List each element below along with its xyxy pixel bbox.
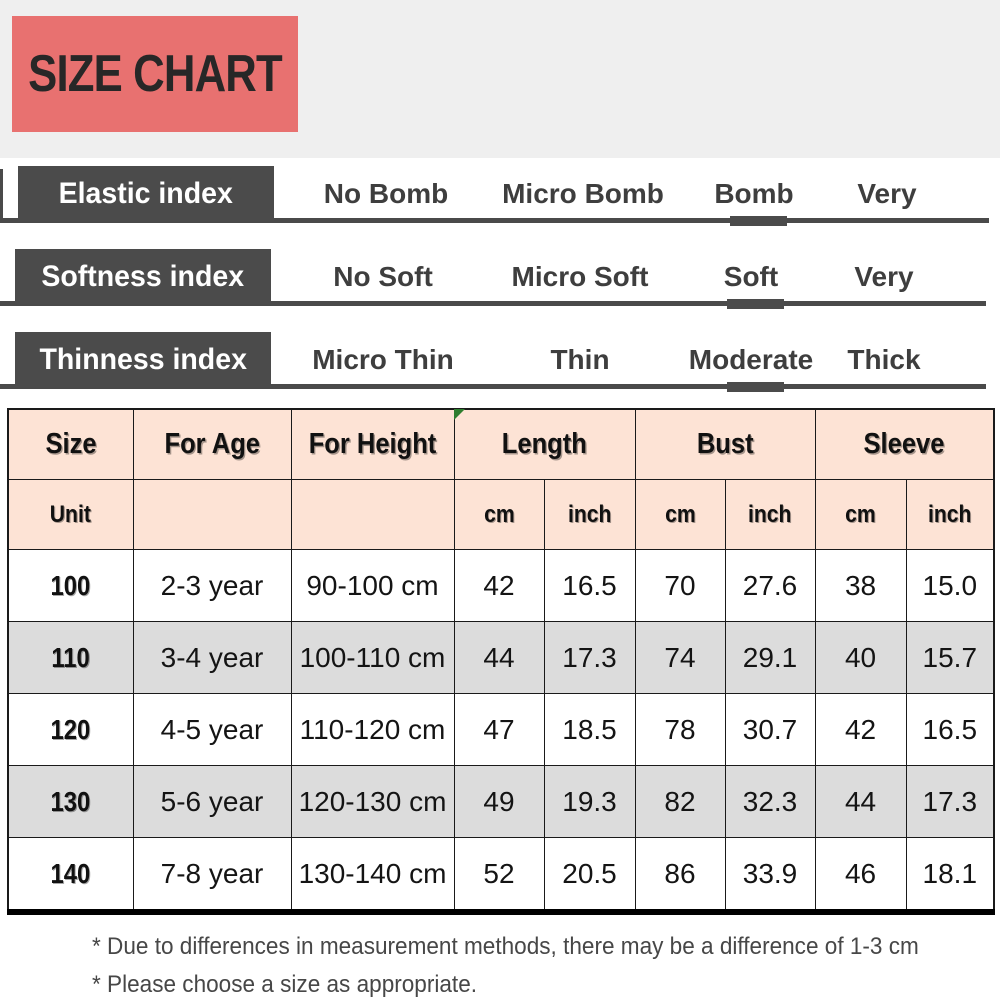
- cell-size: 140: [8, 838, 133, 913]
- thinness-option-moderate: Moderate: [688, 343, 814, 375]
- size-chart-title-box: [12, 16, 298, 132]
- thinness-selected-level-indicator: [727, 382, 784, 392]
- softness-option-micro-soft: Micro Soft: [511, 260, 649, 292]
- cell-length-cm: 52: [454, 838, 544, 913]
- cell-age: 7-8 year: [133, 838, 291, 913]
- col-header-for-age: For Age: [133, 409, 291, 480]
- page-title: SIZE CHART: [28, 45, 282, 103]
- thinness-index-label-box: [15, 332, 271, 387]
- cell-length-inch: 18.5: [544, 694, 635, 766]
- cell-length-inch: 19.3: [544, 766, 635, 838]
- col-header-sleeve: Sleeve: [815, 409, 994, 480]
- softness-selected-level-indicator: [727, 299, 784, 309]
- elastic-option-bomb: Bomb: [714, 177, 794, 209]
- cell-bust-inch: 30.7: [725, 694, 815, 766]
- table-row-size-110: [8, 622, 994, 694]
- thinness-index-label: Thinness index: [39, 342, 247, 376]
- cell-age: 2-3 year: [133, 550, 291, 622]
- thinness-index-options: [280, 335, 980, 384]
- unit-sleeve-cm: cm: [815, 480, 906, 550]
- cell-size: 100: [8, 550, 133, 622]
- col-header-length: Length: [454, 409, 635, 480]
- elastic-option-no-bomb: No Bomb: [323, 177, 449, 209]
- elastic-index-row: [0, 169, 989, 223]
- cell-sleeve-cm: 38: [815, 550, 906, 622]
- col-header-bust: Bust: [635, 409, 815, 480]
- cell-sleeve-inch: 15.0: [906, 550, 994, 622]
- softness-index-label-box: [15, 249, 271, 304]
- softness-index-options: [280, 252, 980, 301]
- cell-age: 3-4 year: [133, 622, 291, 694]
- cell-size: 130: [8, 766, 133, 838]
- measurement-difference-note: * Due to differences in measurement methods, there may be a difference of 1-3 cm: [92, 933, 919, 960]
- cell-bust-inch: 27.6: [725, 550, 815, 622]
- table-row-size-140: [8, 838, 994, 913]
- cell-length-cm: 42: [454, 550, 544, 622]
- thinness-option-thick: Thick: [847, 343, 921, 375]
- cell-height: 120-130 cm: [291, 766, 454, 838]
- unit-empty-height: [291, 480, 454, 550]
- col-header-size: Size: [8, 409, 133, 480]
- cell-size: 120: [8, 694, 133, 766]
- choose-size-note: * Please choose a size as appropriate.: [92, 971, 478, 998]
- unit-label-cell: Unit: [8, 480, 133, 550]
- green-flag-icon: [454, 409, 465, 420]
- cell-length-inch: 20.5: [544, 838, 635, 913]
- cell-bust-inch: 29.1: [725, 622, 815, 694]
- thinness-option-thin: Thin: [550, 343, 610, 375]
- cell-sleeve-cm: 44: [815, 766, 906, 838]
- softness-option-very: Very: [854, 260, 914, 292]
- elastic-index-options: [283, 169, 983, 218]
- cell-age: 4-5 year: [133, 694, 291, 766]
- softness-index-label: Softness index: [41, 259, 245, 293]
- cell-sleeve-cm: 42: [815, 694, 906, 766]
- cell-length-inch: 17.3: [544, 622, 635, 694]
- cell-sleeve-inch: 16.5: [906, 694, 994, 766]
- elastic-index-label: Elastic index: [58, 176, 234, 210]
- cell-size: 110: [8, 622, 133, 694]
- table-row-size-100: [8, 550, 994, 622]
- unit-length-cm: cm: [454, 480, 544, 550]
- cell-height: 130-140 cm: [291, 838, 454, 913]
- elastic-selected-level-indicator: [730, 216, 787, 226]
- cell-sleeve-inch: 18.1: [906, 838, 994, 913]
- cell-sleeve-inch: 17.3: [906, 766, 994, 838]
- cell-height: 90-100 cm: [291, 550, 454, 622]
- cell-bust-cm: 74: [635, 622, 725, 694]
- cell-bust-cm: 78: [635, 694, 725, 766]
- softness-index-row: [0, 252, 986, 306]
- unit-bust-inch: inch: [725, 480, 815, 550]
- unit-empty-age: [133, 480, 291, 550]
- table-header-row: [8, 409, 994, 480]
- table-row-size-130: [8, 766, 994, 838]
- cell-sleeve-inch: 15.7: [906, 622, 994, 694]
- unit-sleeve-inch: inch: [906, 480, 994, 550]
- elastic-option-micro-bomb: Micro Bomb: [502, 177, 664, 209]
- cell-height: 110-120 cm: [291, 694, 454, 766]
- cell-bust-inch: 32.3: [725, 766, 815, 838]
- cell-bust-cm: 82: [635, 766, 725, 838]
- softness-option-soft: Soft: [723, 260, 779, 292]
- unit-bust-cm: cm: [635, 480, 725, 550]
- thinness-index-row: [0, 335, 986, 389]
- unit-length-inch: inch: [544, 480, 635, 550]
- cell-sleeve-cm: 46: [815, 838, 906, 913]
- col-header-for-height: For Height: [291, 409, 454, 480]
- cell-length-cm: 47: [454, 694, 544, 766]
- cell-bust-inch: 33.9: [725, 838, 815, 913]
- cell-bust-cm: 86: [635, 838, 725, 913]
- cell-sleeve-cm: 40: [815, 622, 906, 694]
- size-table: [7, 408, 995, 915]
- cell-length-inch: 16.5: [544, 550, 635, 622]
- cell-height: 100-110 cm: [291, 622, 454, 694]
- table-unit-row: [8, 480, 994, 550]
- thinness-option-micro-thin: Micro Thin: [312, 343, 454, 375]
- table-row-size-120: [8, 694, 994, 766]
- cell-length-cm: 44: [454, 622, 544, 694]
- cell-length-cm: 49: [454, 766, 544, 838]
- softness-option-no-soft: No Soft: [333, 260, 433, 292]
- elastic-option-very: Very: [857, 177, 917, 209]
- cell-age: 5-6 year: [133, 766, 291, 838]
- elastic-index-label-box: [18, 166, 274, 221]
- cell-bust-cm: 70: [635, 550, 725, 622]
